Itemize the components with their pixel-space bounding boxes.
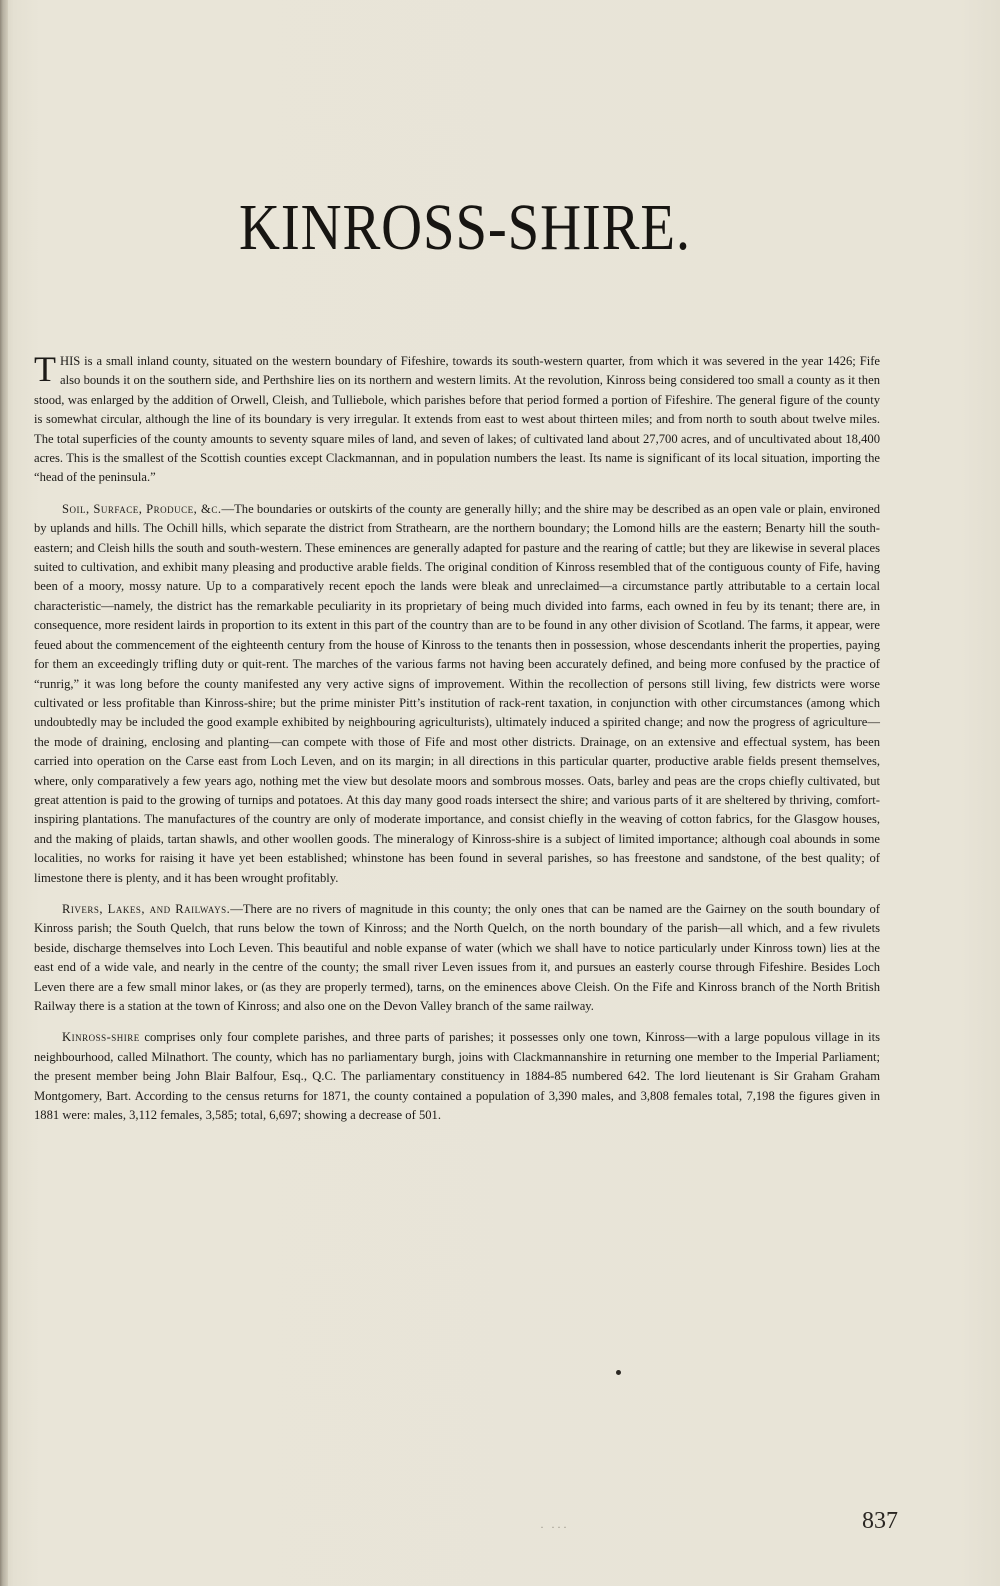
page-title: KINROSS-SHIRE.: [238, 191, 691, 264]
paragraph-text: HIS is a small inland county, situated on the western boundary of Fifeshire, towards its south-western quarter, from which it was severed in the year 1426; Fife also bounds it on the southern side, and Perthshire lies on its northern and western limits. At the revolution, Kinross being considered too small a county as it then stood, was enlarged by the addition of Orwell, Cleish, and Tulliebole, which parishes before that period formed a portion of Fifeshire. The general figure of the county is somewhat circular, although the line of its boundary is very irregular. It extends from east to west about thirteen miles; and from north to south about twelve miles. The total superficies of the county amounts to seventy square miles of land, and seven of lakes; of cultivated land about 27,700 acres, and of uncultivated about 18,400 acres. This is the smallest of the Scottish counties except Clackmannan, and in population numbers the least. Its name is significant of its local situation, importing the “head of the peninsula.”: [34, 354, 880, 485]
section-heading: Soil, Surface, Produce, &c.: [62, 501, 222, 516]
page-number: 837: [862, 1508, 898, 1534]
paragraph-parishes: [34, 1028, 880, 1125]
paragraph-text: comprises only four complete parishes, and three parts of parishes; it possesses only one town, Kinross—with a large populous village in its neighbourhood, called Milnathort. The county, which has no parliamentary burgh, joins with Clackmannanshire in returning one member to the Imperial Parliament; the present member being John Blair Balfour, Esq., Q.C. The parliamentary constituency in 1884-85 numbered 642. The lord lieutenant is Sir Graham Graham Montgomery, Bart. According to the census returns for 1871, the county contained a population of 3,390 males, and 3,808 females total, 7,198 the figures given in 1881 were: males, 3,112 females, 3,585; total, 6,697; showing a decrease of 501.: [34, 1030, 880, 1123]
body-text: [34, 349, 881, 1137]
paper-specks: · ···: [540, 1520, 569, 1534]
ink-dot: [616, 1370, 621, 1375]
section-heading: Kinross-shire: [62, 1030, 140, 1045]
paragraph-text: —The boundaries or outskirts of the county are generally hilly; and the shire may be described as an open vale or plain, environed by uplands and hills. The Ochill hills, which separate the district from Strathearn, are the northern boundary; the Lomond hills are the eastern; Benarty hill the south-eastern; and Cleish hills the south and south-western. These eminences are generally adapted for pasture and the rearing of cattle; but they are likewise in several places suited to cultivation, and exhibit many pleasing and productive arable fields. The original condition of Kinross resembled that of the contiguous county of Fife, having been of a moory, mossy nature. Up to a comparatively recent epoch the lands were bleak and unreclaimed—a circumstance partly attributable to a certain local characteristic—namely, the district has the remarkable peculiarity in its proprietary of being much divided into farms, each owned in feu by its tenant; there are, in consequence, more resident lairds in proportion to its extent in this part of the country than are to be found in any other division of Scotland. The farms, it appear, were feued about the commencement of the eighteenth century from the house of Kinross to the tenants then in possession, whose descendants inherit the properties, paying for them an exceedingly trifling duty or quit-rent. The marches of the various farms not having been accurately defined, and being more confused by the practice of “runrig,” it was long before the county manifested any very active signs of improvement. Within the recollection of persons still living, few districts were worse cultivated or less profitable than Kinross-shire; but the prime minister Pitt’s institution of rack-rent taxation, in conjunction with other circumstances (among which undoubtedly may be included the good example exhibited by neighbouring agriculturists), ultimately induced a spirited change; and now the progress of agriculture—the mode of draining, enclosing and planting—can compete with those of Fife and most other districts. Drainage, on an extensive and effectual system, has been carried into operation on the Carse east from Loch Leven, and on its margin; in all directions in this particular quarter, productive arable fields present themselves, where, only comparatively a few years ago, nothing met the view but desolate moors and sombrous mosses. Oats, barley and peas are the crops chiefly cultivated, but great attention is paid to the growing of turnips and potatoes. At this day many good roads intersect the shire; and various parts of it are sheltered by thriving, comfort-inspiring plantations. The manufactures of the country are only of moderate importance, and consist chiefly in the weaving of cotton fabrics, for the Glasgow houses, and the making of plaids, tartan shawls, and other woollen goods. The mineralogy of Kinross-shire is a subject of limited importance; although coal abounds in some localities, no works for raising it have yet been established; whinstone has been found in several parishes, so has freestone and sandstone, of the best quality; of limestone there is plenty, and it has been wrought profitably.: [34, 501, 881, 885]
paragraph-text: —There are no rivers of magnitude in this county; the only ones that can be named are the Gairney on the south boundary of Kinross parish; the South Quelch, that runs below the town of Kinross; and the North Quelch, on the north boundary of the parish—all which, and a few rivulets beside, discharge themselves into Loch Leven. This beautiful and noble expanse of water (which we shall have to notice particularly under Kinross town) lies at the east end of a wide vale, and nearly in the centre of the county; the small river Leven issues from it, and pursues an easterly course through Fifeshire. Besides Loch Leven there are a few small minor lakes, or (as they are properly termed), tarns, on the eminences above Cleish. On the Fife and Kinross branch of the North British Railway there is a station at the town of Kinross; and also one on the Devon Valley branch of the same railway.: [34, 901, 880, 1013]
drop-cap: T: [34, 349, 56, 389]
paragraph-soil: [34, 500, 880, 888]
section-heading: Rivers, Lakes, and Railways.: [62, 901, 231, 916]
binding-edge: [0, 0, 8, 1586]
paragraph-intro: [34, 349, 880, 488]
paragraph-rivers: [34, 900, 880, 1016]
